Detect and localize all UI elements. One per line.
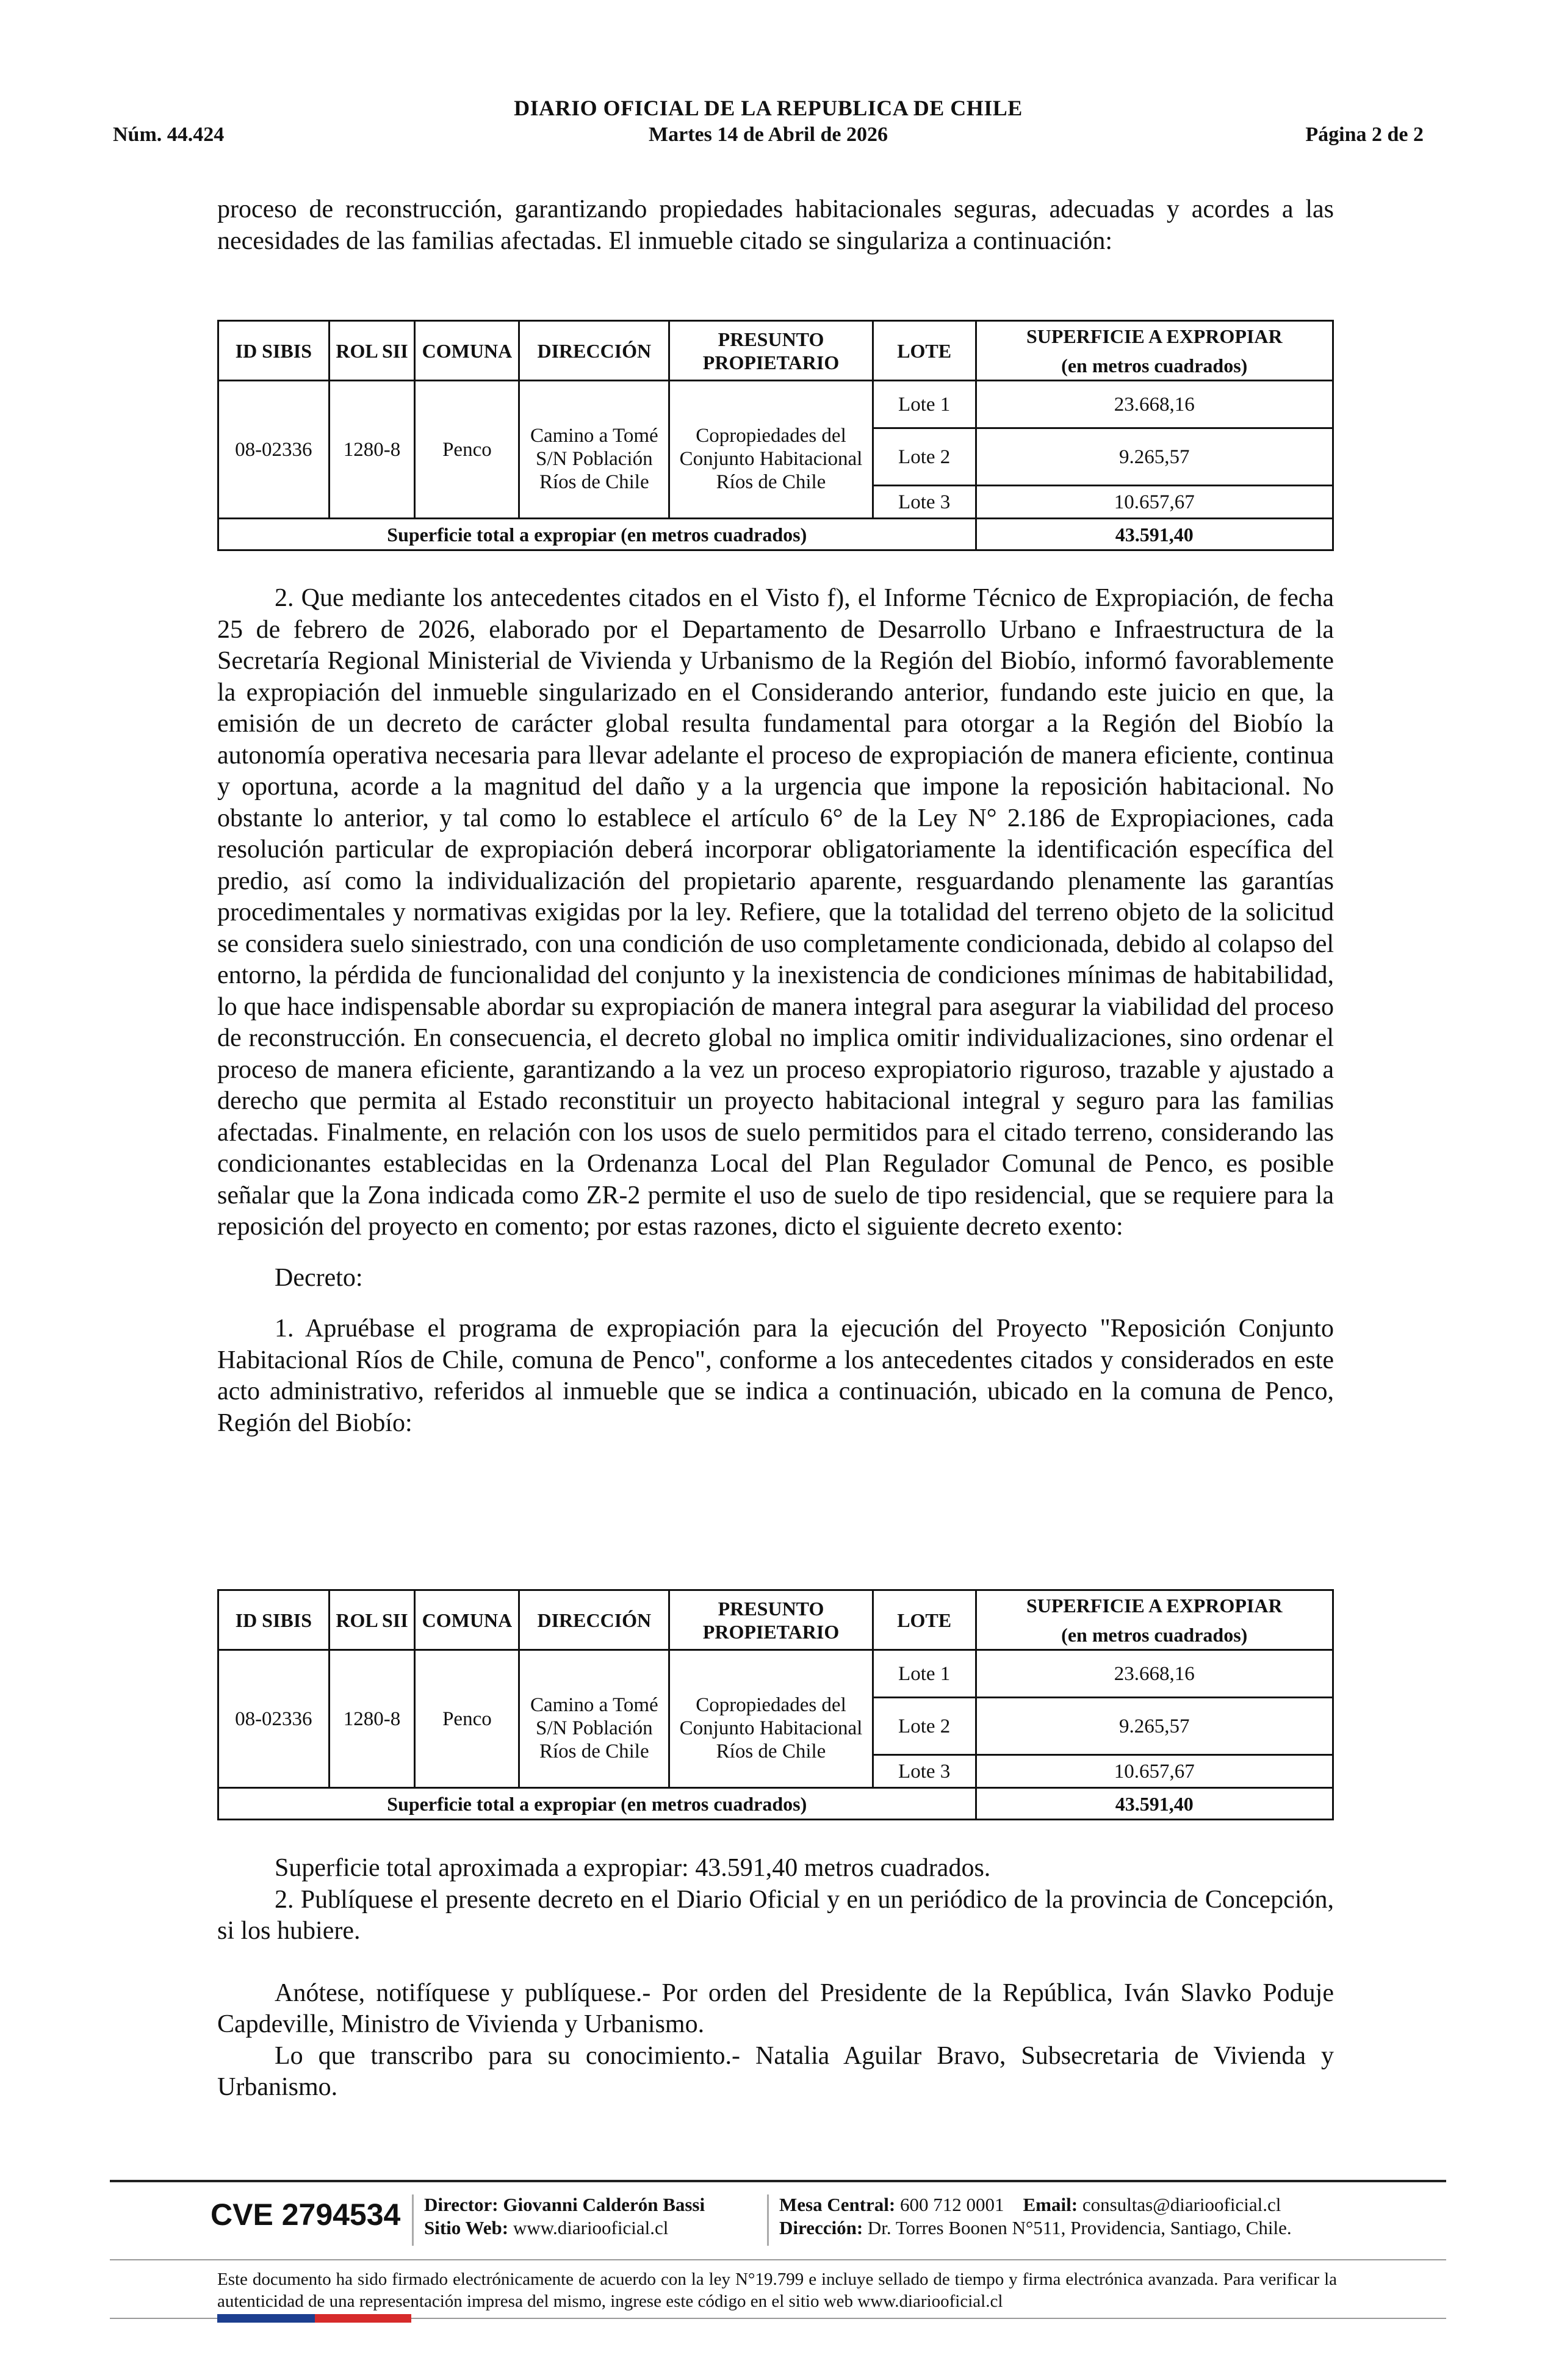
cell-id-sibis: 08-02336 (218, 1650, 330, 1788)
total-label: Superficie total a expropiar (en metros cuadrados) (218, 1788, 976, 1820)
cell-superficie-3: 10.657,67 (976, 1755, 1333, 1788)
header-id-sibis: ID SIBIS (218, 1590, 330, 1650)
cell-lote-3: Lote 3 (873, 1755, 976, 1788)
header-superficie (976, 321, 1333, 381)
closing-section (217, 1853, 1334, 2104)
intro-section (217, 194, 1334, 257)
header-propietario: PRESUNTO PROPIETARIO (669, 321, 873, 381)
total-label: Superficie total a expropiar (en metros cuadrados) (218, 519, 976, 550)
total-value: 43.591,40 (976, 1788, 1333, 1820)
header-rol-sii: ROL SII (329, 1590, 415, 1650)
footer-contact-block (779, 2193, 1292, 2240)
cell-superficie-1: 23.668,16 (976, 381, 1333, 428)
cell-direccion: Camino a Tomé S/N Población Ríos de Chile (519, 1650, 669, 1788)
decreto-label: Decreto: (275, 1263, 363, 1292)
header-lote: LOTE (873, 1590, 976, 1650)
footer-mid-rule (110, 2259, 1446, 2260)
cell-superficie-3: 10.657,67 (976, 486, 1333, 519)
cve-code: CVE 2794534 (211, 2198, 401, 2232)
header-direccion: DIRECCIÓN (519, 1590, 669, 1650)
header-rol-sii: ROL SII (329, 321, 415, 381)
cell-lote-2: Lote 2 (873, 1698, 976, 1755)
cell-propietario: Copropiedades del Conjunto Habitacional Ríos de Chile (669, 1650, 873, 1788)
header-propietario: PRESUNTO PROPIETARIO (669, 1590, 873, 1650)
web-link[interactable]: www.diariooficial.cl (513, 2217, 669, 2238)
header-comuna: COMUNA (415, 321, 519, 381)
expropriation-table-1 (217, 320, 1334, 551)
flag-stripe (217, 2314, 411, 2323)
journal-title: DIARIO OFICIAL DE LA REPUBLICA DE CHILE (514, 96, 1023, 120)
header-comuna: COMUNA (415, 1590, 519, 1650)
direccion-value: Dr. Torres Boonen N°511, Providencia, Santiago, Chile. (867, 2217, 1292, 2238)
signature-note: Este documento ha sido firmado electrónicamente de acuerdo con la ley N°19.799 e incluye sellado de tiempo y firma electrónica avanzada. Para verificar la autenticidad de una representación impresa del mismo, ingrese este código en el sitio web www.diariooficial.cl (217, 2270, 1337, 2311)
cell-lote-2: Lote 2 (873, 428, 976, 486)
header-superficie-title: SUPERFICIE A EXPROPIAR (1026, 325, 1283, 347)
header-superficie-unit: (en metros cuadrados) (1061, 354, 1248, 377)
cell-comuna: Penco (415, 1650, 519, 1788)
header-superficie-unit: (en metros cuadrados) (1061, 1623, 1248, 1646)
flag-blue-segment (217, 2314, 315, 2323)
decreto-1: 1. Apruébase el programa de expropiación para la ejecución del Proyecto "Reposición Conjunto Habitacional Ríos de Chile, comuna de Penco", conforme a los antecedentes citados y considerados en este acto administrativo, referidos al inmueble que se indica a continuación, ubicado en la comuna de Penco, Región del Biobío: (217, 1314, 1334, 1437)
closing-transcribo: Lo que transcribo para su conocimiento.- Natalia Aguilar Bravo, Subsecretaria de Vivienda y Urbanismo. (217, 2041, 1334, 2101)
cell-lote-1: Lote 1 (873, 381, 976, 428)
header-superficie (976, 1590, 1333, 1650)
page-indicator: Página 2 de 2 (1305, 123, 1424, 146)
footer-divider (767, 2194, 769, 2246)
footer-director-block (424, 2193, 705, 2240)
direccion-label: Dirección: (779, 2217, 863, 2238)
header-superficie-title: SUPERFICIE A EXPROPIAR (1026, 1594, 1283, 1617)
header-lote: LOTE (873, 321, 976, 381)
cell-superficie-2: 9.265,57 (976, 428, 1333, 486)
header-direccion: DIRECCIÓN (519, 321, 669, 381)
cell-comuna: Penco (415, 381, 519, 519)
cell-superficie-1: 23.668,16 (976, 1650, 1333, 1698)
mesa-phone: 600 712 0001 (900, 2194, 1004, 2215)
cell-superficie-2: 9.265,57 (976, 1698, 1333, 1755)
flag-red-segment (315, 2314, 411, 2323)
director-name: Giovanni Calderón Bassi (503, 2194, 705, 2215)
footer-divider (412, 2194, 414, 2246)
director-label: Director: (424, 2194, 499, 2215)
superficie-aproximada: Superficie total aproximada a expropiar: 43.591,40 metros cuadrados. (275, 1854, 991, 1882)
cell-rol-sii: 1280-8 (329, 1650, 415, 1788)
web-label: Sitio Web: (424, 2217, 509, 2238)
cell-id-sibis: 08-02336 (218, 381, 330, 519)
issue-number: Núm. 44.424 (113, 123, 225, 146)
cell-direccion: Camino a Tomé S/N Población Ríos de Chile (519, 381, 669, 519)
cell-lote-3: Lote 3 (873, 486, 976, 519)
issue-date: Martes 14 de Abril de 2026 (649, 123, 888, 146)
closing-anotese: Anótese, notifíquese y publíquese.- Por orden del Presidente de la República, Iván Slavko Poduje Capdeville, Ministro de Vivienda y Urbanismo. (217, 1978, 1334, 2038)
mesa-label: Mesa Central: (779, 2194, 896, 2215)
cell-lote-1: Lote 1 (873, 1650, 976, 1698)
main-section (217, 583, 1334, 1439)
header-id-sibis: ID SIBIS (218, 321, 330, 381)
cell-rol-sii: 1280-8 (329, 381, 415, 519)
expropriation-table-2 (217, 1589, 1334, 1820)
email-link[interactable]: consultas@diariooficial.cl (1082, 2194, 1281, 2215)
total-value: 43.591,40 (976, 519, 1333, 550)
considerando-2: 2. Que mediante los antecedentes citados en el Visto f), el Informe Técnico de Expropiación, de fecha 25 de febrero de 2026, elaborado por el Departamento de Desarrollo Urbano e Infraestructura de la Secretaría Regional Ministerial de Vivienda y Urbanismo de la Región del Biobío, informó favorablemente la expropiación del inmueble singularizado en el Considerando anterior, fundando este juicio en que, la emisión de un decreto de carácter global resulta fundamental para otorgar a la Región del Biobío la autonomía operativa necesaria para llevar adelante el proceso de expropiación de manera eficiente, continua y oportuna, acorde a la magnitud del daño y a la urgencia que impone la reposición habitacional. No obstante lo anterior, y tal como lo establece el artículo 6° de la Ley N° 2.186 de Expropiaciones, cada resolución particular de expropiación deberá incorporar obligatoriamente la identificación específica del predio, así como la individualización del propietario aparente, resguardando plenamente las garantías procedimentales y normativas exigidas por la ley. Refiere, que la totalidad del terreno objeto de la solicitud se considera suelo siniestrado, con una condición de uso completamente condicionada, debido al colapso del entorno, la pérdida de funcionalidad del conjunto y la inexistencia de condiciones mínimas de habitabilidad, lo que hace indispensable abordar su expropiación de manera integral para asegurar la viabilidad del proceso de reconstrucción. En consecuencia, el decreto global no implica omitir individualizaciones, sino ordenar el proceso de manera eficiente, garantizando a la vez un proceso expropiatorio riguroso, trazable y ajustado a derecho que permita al Estado reconstituir un proyecto habitacional integral y seguro para las familias afectadas. Finalmente, en relación con los usos de suelo permitidos para el citado terreno, considerando las condicionantes establecidas en la Ordenanza Local del Plan Regulador Comunal de Penco, es posible señalar que la Zona indicada como ZR-2 permite el uso de suelo de tipo residencial, que se requiere para la reposición del proyecto en comento; por estas razones, dicto el siguiente decreto exento: (217, 584, 1334, 1241)
email-label: Email: (1023, 2194, 1078, 2215)
page-header (113, 93, 1424, 154)
intro-paragraph: proceso de reconstrucción, garantizando propiedades habitacionales seguras, adecuadas y acordes a las necesidades de las familias afectadas. El inmueble citado se singulariza a continuación: (217, 195, 1334, 255)
cell-propietario: Copropiedades del Conjunto Habitacional Ríos de Chile (669, 381, 873, 519)
decreto-2: 2. Publíquese el presente decreto en el Diario Oficial y en un periódico de la provincia de Concepción, si los hubiere. (217, 1885, 1334, 1945)
footer-top-rule (110, 2180, 1446, 2182)
